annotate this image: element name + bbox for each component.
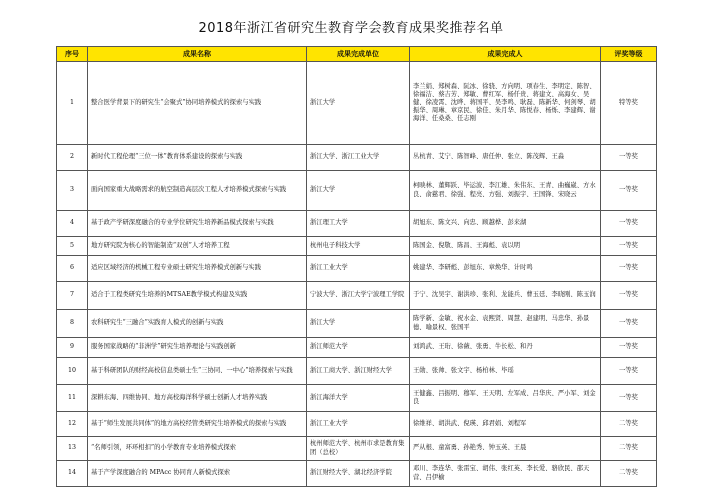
cell-no: 13 xyxy=(57,437,88,461)
cell-level: 特等奖 xyxy=(601,62,657,145)
table-row xyxy=(57,237,657,256)
cell-no: 2 xyxy=(57,145,88,171)
cell-people: 柯映林、董辉跃、毕运波、李江雄、朱伟东、王青、曲巍崴、方水良、俞慈君、徐强、程亮、方强、刘振宇、王国锋、宋晓云 xyxy=(410,171,601,211)
cell-unit: 浙江大学、浙江工业大学 xyxy=(307,145,410,171)
cell-people: 于宁、沈吴宇、谢洪珍、张利、龙能兵、曹玉廷、李晓刚、陈玉润 xyxy=(410,282,601,310)
table-row xyxy=(57,358,657,385)
cell-name: 整合医学背景下的研究生“会聚式”协同培养模式的探索与实践 xyxy=(88,62,307,145)
cell-people: 陈国金、倪敬、陈昌、王海彪、袁以明 xyxy=(410,237,601,256)
cell-name: 基于产学深度融合的 MPAcc 协同育人新模式探索 xyxy=(88,461,307,487)
cell-level: 一等奖 xyxy=(601,338,657,358)
cell-name: 新时代工程伦理“三位一体”教育体系建设的探索与实践 xyxy=(88,145,307,171)
cell-name: 适合于工程类研究生培养的MTSAE教学模式构建及实践 xyxy=(88,282,307,310)
cell-no: 8 xyxy=(57,310,88,338)
cell-people: 陈学新、金敏、祝水金、袁熙贤、周慧、赵建明、马忠华、孙景德、喻景权、张国平 xyxy=(410,310,601,338)
cell-name: 面向国家重大战略需求的航空制造高层次工程人才培养模式探索与实践 xyxy=(88,171,307,211)
cell-unit: 宁波大学、浙江大学宁波理工学院 xyxy=(307,282,410,310)
cell-no: 3 xyxy=(57,171,88,211)
cell-unit: 浙江大学 xyxy=(307,310,410,338)
cell-name: 基于“师生发展共同体”的地方高校经管类研究生培养模式的探索与实践 xyxy=(88,412,307,437)
cell-unit: 杭州师范大学、杭州市求是教育集团（总校） xyxy=(307,437,410,461)
table-row xyxy=(57,171,657,211)
cell-level: 二等奖 xyxy=(601,461,657,487)
cell-name: 地方研究院为核心的智能制造“双创”人才培养工程 xyxy=(88,237,307,256)
cell-name: 农科研究生“三融合”实践育人模式的创新与实践 xyxy=(88,310,307,338)
cell-people: 刘鸿武、王珩、徐薇、张勇、牛长松、和丹 xyxy=(410,338,601,358)
cell-no: 4 xyxy=(57,211,88,237)
table-header-row xyxy=(57,47,657,62)
cell-unit: 浙江工商大学、浙江财经大学 xyxy=(307,358,410,385)
header-no: 序号 xyxy=(57,47,88,62)
cell-unit: 浙江工业大学 xyxy=(307,256,410,282)
table-row xyxy=(57,145,657,171)
cell-name: 基于科研团队的财经高校信息类硕士生“三协同、一中心”培养探索与实践 xyxy=(88,358,307,385)
cell-no: 10 xyxy=(57,358,88,385)
cell-no: 12 xyxy=(57,412,88,437)
cell-level: 一等奖 xyxy=(601,237,657,256)
cell-unit: 杭州电子科技大学 xyxy=(307,237,410,256)
cell-level: 二等奖 xyxy=(601,437,657,461)
table-row xyxy=(57,211,657,237)
cell-unit: 浙江大学 xyxy=(307,62,410,145)
cell-name: 服务国家战略的“非洲学”研究生培养理论与实践创新 xyxy=(88,338,307,358)
cell-people: 王勋、张帅、张文宇、杨柏林、毕瑶 xyxy=(410,358,601,385)
cell-unit: 浙江理工大学 xyxy=(307,211,410,237)
cell-no: 1 xyxy=(57,62,88,145)
cell-people: 邓川、李连华、张雷宝、胡伟、张红英、李长爱、骆欣民、邵天营、吕伊榆 xyxy=(410,461,601,487)
cell-level: 一等奖 xyxy=(601,256,657,282)
document-title: 2018年浙江省研究生教育学会教育成果奖推荐名单 xyxy=(198,21,504,36)
cell-level: 一等奖 xyxy=(601,171,657,211)
award-table xyxy=(56,46,657,487)
table-row xyxy=(57,338,657,358)
cell-people: 胡旭东、陈文兴、向忠、顾越桦、彭来湖 xyxy=(410,211,601,237)
cell-people: 严从根、童富勇、孙艳秀、钟玉英、王晨 xyxy=(410,437,601,461)
cell-people: 徐维祥、胡洪武、倪瑛、邱君娟、刘程军 xyxy=(410,412,601,437)
cell-no: 14 xyxy=(57,461,88,487)
cell-no: 11 xyxy=(57,385,88,412)
cell-no: 9 xyxy=(57,338,88,358)
cell-people: 王健鑫、吕振明、穆军、王天明、左军成、吕华庆、严小军、刘金良 xyxy=(410,385,601,412)
cell-unit: 浙江财经大学、湖北经济学院 xyxy=(307,461,410,487)
table-row xyxy=(57,62,657,145)
table-row xyxy=(57,461,657,487)
cell-people: 姚建华、李研彪、彭旭东、章焕华、计时鸣 xyxy=(410,256,601,282)
cell-name: “名师引领，环环相扣”的小学教育专业培养模式探索 xyxy=(88,437,307,461)
table-row xyxy=(57,256,657,282)
cell-people: 丛杭青、艾宁、陈智峰、唐任仲、张立、陈茂辉、王淼 xyxy=(410,145,601,171)
cell-level: 一等奖 xyxy=(601,310,657,338)
table-row xyxy=(57,412,657,437)
header-unit: 成果完成单位 xyxy=(307,47,410,62)
table-row xyxy=(57,437,657,461)
cell-unit: 浙江大学 xyxy=(307,171,410,211)
cell-level: 二等奖 xyxy=(601,412,657,437)
cell-name: 适应区域经济的机械工程专业硕士研究生培养模式创新与实践 xyxy=(88,256,307,282)
cell-level: 一等奖 xyxy=(601,358,657,385)
cell-level: 一等奖 xyxy=(601,282,657,310)
header-level: 评奖等级 xyxy=(601,47,657,62)
table-row xyxy=(57,282,657,310)
header-achievement-name: 成果名称 xyxy=(88,47,307,62)
cell-level: 一等奖 xyxy=(601,385,657,412)
cell-unit: 浙江工业大学 xyxy=(307,412,410,437)
cell-unit: 浙江师范大学 xyxy=(307,338,410,358)
header-people: 成果完成人 xyxy=(410,47,601,62)
cell-no: 5 xyxy=(57,237,88,256)
cell-name: 深耕东海、四维协同、地方高校海洋科学硕士创新人才培养实践 xyxy=(88,385,307,412)
cell-no: 7 xyxy=(57,282,88,310)
cell-no: 6 xyxy=(57,256,88,282)
table-row xyxy=(57,385,657,412)
cell-unit: 浙江海洋大学 xyxy=(307,385,410,412)
cell-level: 一等奖 xyxy=(601,145,657,171)
cell-people: 李兰娟、郑树森、阮冰、徐骁、方向明、项春生、李明定、陈智、徐福洁、蔡吉芳、郑敏、曹红军、杨仟贵、蒋建文、高海女、吴健、徐凌霄、沈晔、蒋国平、吴李鸣、耿磊、陈新华、何剑琴、胡振华、周琳、章京民、徐佳、朱月华、陈悦春、杨烁、李建辉、谢海洋、任桑桑、任志刚 xyxy=(410,62,601,145)
table-row xyxy=(57,310,657,338)
cell-name: 基于政产学研深度融合的专业学位研究生培养新品模式探索与实践 xyxy=(88,211,307,237)
cell-level: 一等奖 xyxy=(601,211,657,237)
